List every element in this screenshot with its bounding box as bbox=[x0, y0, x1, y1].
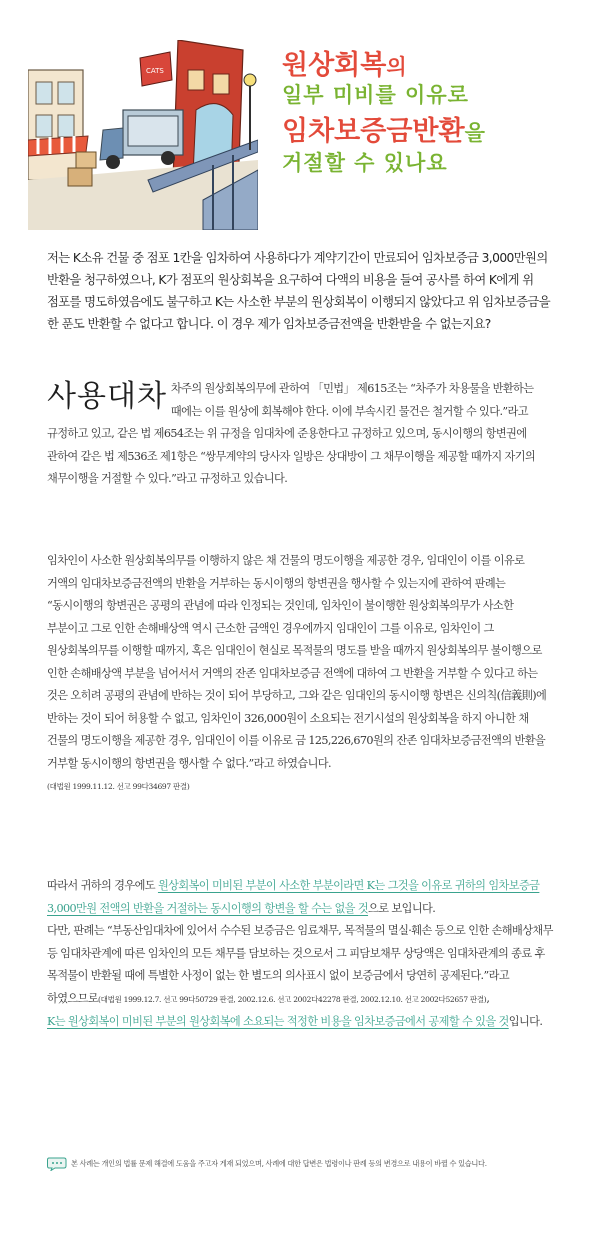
article-title bbox=[282, 52, 582, 174]
disclaimer-footnote: 본 사례는 개인의 법률 문제 해결에 도움을 주고자 게재 되었으며, 사례에 대한 답변은 법령이나 판례 등의 변경으로 내용이 바뀔 수 있습니다. bbox=[47, 1155, 567, 1173]
question-text: 저는 K소유 건물 중 점포 1칸을 임차하여 사용하다가 계약기간이 만료되어 임차보증금 3,000만원의 반환을 청구하였으나, K가 점포의 원상회복을 요구하여 다액의 비용을 들여 공사를 하여 K에게 위 점포를 명도하였음에도 불구하고 K는 사소한 부분의 원상회복이 이행되지 않았다고 위 임차보증금을 한 푼도 반환할 수 없다고 합니다. 이 경우 제가 임차보증금전액을 반환받을 수 없는지요? bbox=[47, 251, 550, 331]
title-line-1: 원상회복의 bbox=[282, 50, 407, 81]
answer-paragraph-1: 사용대차 차주의 원상회복의무에 관하여 「민법」 제615조는 “차주가 차용물을 반환하는 때에는 이를 원상에 회복해야 한다. 이에 부속시킨 물건은 철거할 수 있다.”라고 규정하고 있고, 같은 법 제654조는 위 규정을 임대차에 준용한다고 규정하고 있으며, 동시이행의 항변권에 관하여 같은 법 제536조 제1항은 “쌍무계약의 당사자 일방은 상대방이 그 채무이행을 제공할 때까지 자기의 채무이행을 거절할 수 있다.”라고 규정하고 있습니다. bbox=[47, 379, 536, 485]
title-line-3: 임차보증금반환을 bbox=[282, 116, 485, 147]
title-line-2: 일부 미비를 이유로 bbox=[282, 83, 469, 107]
title-line-4: 거절할 수 있나요 bbox=[282, 151, 448, 175]
answer-paragraph-3: 따라서 귀하의 경우에도 원상회복이 미비된 부분이 사소한 부분이라면 K는 그것을 이유로 귀하의 임차보증금 3,000만원 전액의 반환을 거절하는 동시이행의 항변을 할 수는 없을 것으로 보입니다. 다만, 판례는 “부동산임대차에 있어서 수수된 보증금은 임료채무, 목적물의 멸실·훼손 등으로 인한 손해배상채무 등 임대차관계에 따른 임차인의 모든 채무를 담보하는 것으로서 그 피담보채무 상당액은 임대차관계의 종료 후 목적물이 반환될 때에 특별한 사정이 없는 한 별도의 의사표시 없이 보증금에서 당연히 공제된다.”라고 하였으므로(대법원 1999.12.7. 선고 99다50729 판결, 2002.12.6. 선고 2002다42278 판결, 2002.12.10. 선고 2002다52657 판결), K는 원상회복이 미비된 부분의 원상회복에 소요되는 적정한 비용을 임차보증금에서 공제할 수 있을 것입니다. bbox=[47, 879, 553, 1028]
shop-sign-text: CATS bbox=[146, 67, 164, 75]
street-shop-illustration bbox=[28, 40, 258, 230]
highlight-conclusion-2: K는 원상회복이 미비된 부분의 원상회복에 소요되는 적정한 비용을 임차보증금에서 공제할 수 있을 것 bbox=[47, 1015, 509, 1028]
lead-word: 사용대차 bbox=[47, 379, 167, 414]
citation-1: (대법원 1999.11.12. 선고 99다34697 판결) bbox=[47, 782, 190, 791]
citation-2: (대법원 1999.12.7. 선고 99다50729 판결, 2002.12.6. 선고 2002다42278 판결, 2002.12.10. 선고 2002다52657 판결) bbox=[98, 994, 487, 1004]
answer-paragraph-2: 임차인이 사소한 원상회복의무를 이행하지 않은 채 건물의 명도이행을 제공한 경우, 임대인이 이를 이유로 거액의 임대차보증금전액의 반환을 거부하는 동시이행의 항변권을 행사할 수 있는지에 관하여 판례는 “동시이행의 항변권은 공평의 관념에 따라 인정되는 것인데, 임차인이 불이행한 원상회복의무가 사소한 부분이고 그로 인한 손해배상액 역시 근소한 금액인 경우에까지 임대인이 그를 이유로, 임차인이 그 원상회복의무를 이행할 때까지, 혹은 임대인이 현실로 목적물의 명도를 받을 때까지 원상회복의무 불이행으로 인한 손해배상액 부분을 넘어서서 거액의 잔존 임대차보증금 전액에 대하여 그 반환을 거부할 수 있다고 하는 것은 오히려 공평의 관념에 반하는 것이 되어 부당하고, 그와 같은 임대인의 동시이행 항변은 신의칙(信義則)에 반하는 것이 되어 허용할 수 없고, 임차인이 326,000원이 소요되는 전기시설의 원상회복을 하지 아니한 채 건물의 명도이행을 제공한 경우, 임대인이 이를 이유로 금 125,226,670원의 잔존 임대차보증금전액의 반환을 거부할 동시이행의 항변권을 행사할 수 없다.”라고 하였습니다. (대법원 1999.11.12. 선고 99다34697 판결) bbox=[47, 554, 547, 791]
highlight-conclusion-1: 원상회복이 미비된 부분이 사소한 부분이라면 K는 그것을 이유로 귀하의 임차보증금 3,000만원 전액의 반환을 거절하는 동시이행의 항변을 할 수는 없을 것 bbox=[47, 879, 540, 915]
speech-bubble-icon bbox=[47, 1157, 67, 1171]
hero-banner bbox=[0, 0, 600, 235]
